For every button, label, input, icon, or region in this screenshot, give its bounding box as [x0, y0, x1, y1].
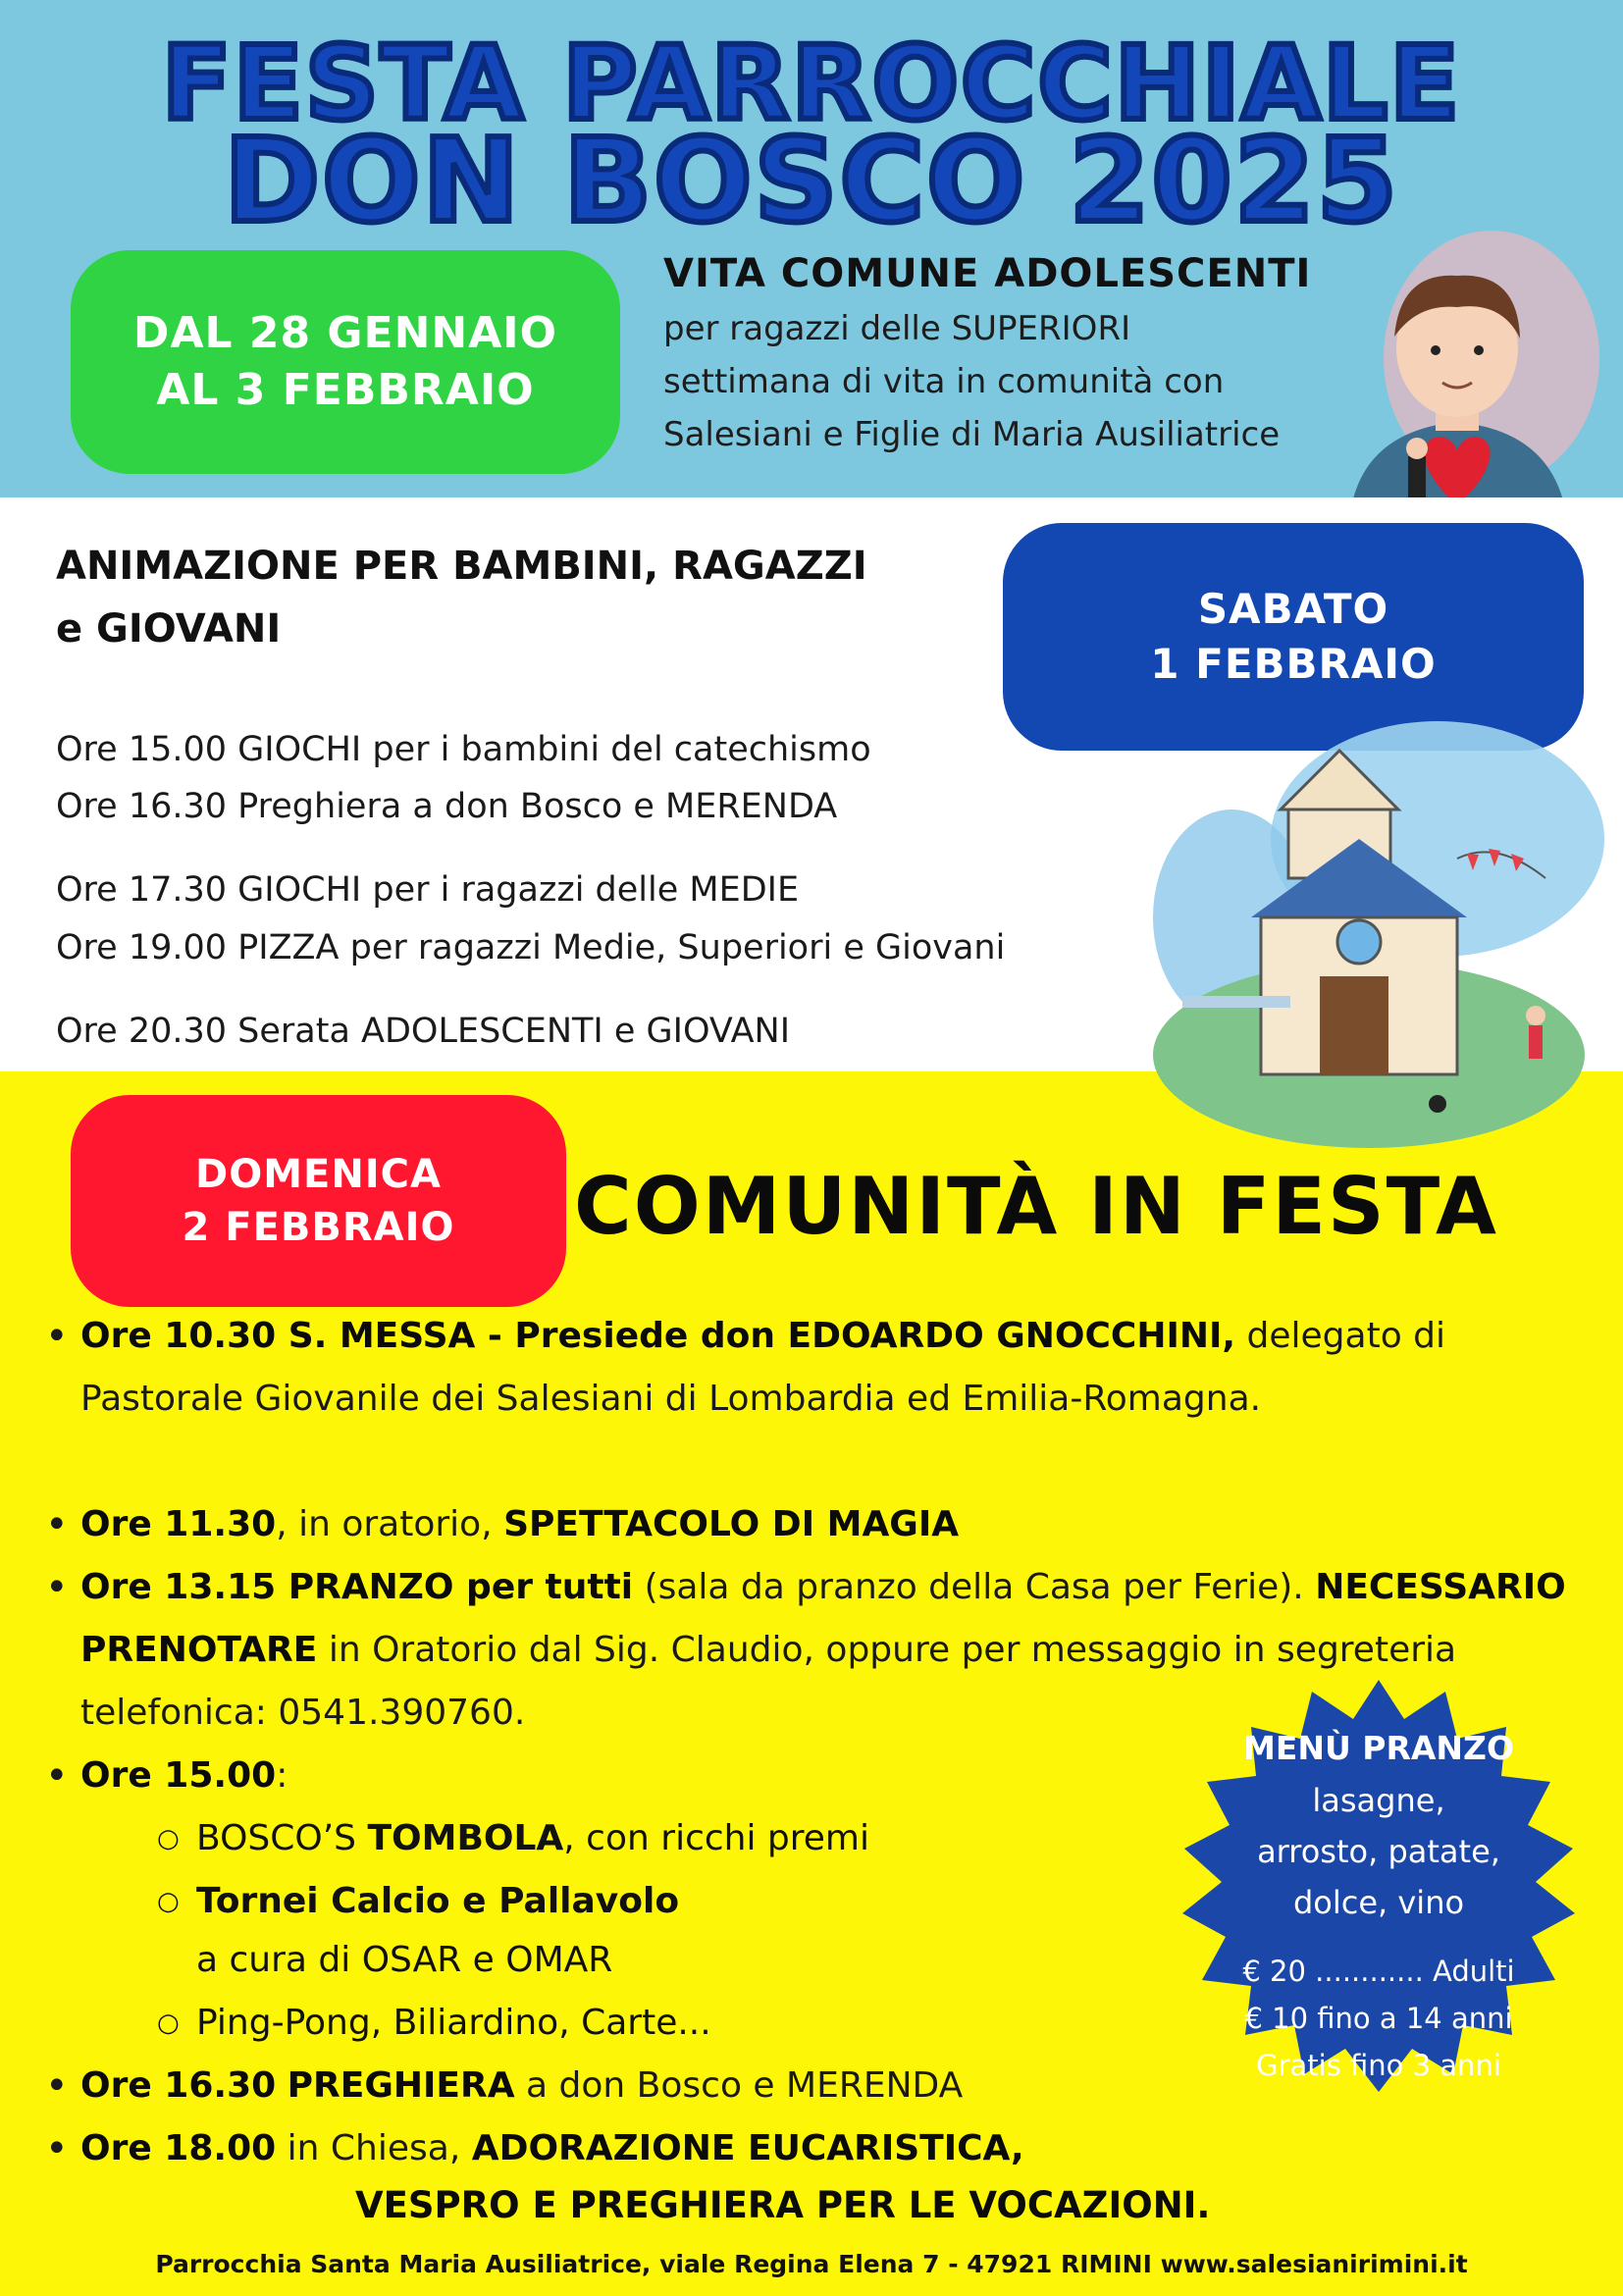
sunday-subitem-games: ○ Ping-Pong, Biliardino, Carte...	[196, 1992, 711, 2055]
vita-comune-date-line1: DAL 28 GENNAIO	[132, 308, 558, 358]
afternoon-time: Ore 15.00	[80, 1755, 277, 1796]
sunday-item-magic	[80, 1493, 1572, 1556]
sunday-date-line1: DOMENICA	[194, 1152, 442, 1197]
mass-desc: delegato di Pastorale Giovanile dei Salesiani di Lombardia ed Emilia-Romagna.	[80, 1316, 1446, 1419]
saturday-schedule-item: Ore 15.00 GIOCHI per i bambini del catechismo	[56, 730, 871, 769]
adoration-time: Ore 18.00	[80, 2128, 277, 2168]
lunch-place: (sala da pranzo della Casa per Ferie).	[633, 1567, 1304, 1607]
lunch-booking-details: in Oratorio dal Sig. Claudio, oppure per messaggio in segreteria telefonica: 0541.390760.	[80, 1630, 1457, 1733]
adoration-line2: VESPRO E PREGHIERA PER LE VOCAZIONI.	[355, 2184, 1211, 2226]
afternoon-colon: :	[276, 1755, 288, 1796]
mass-bold: Ore 10.30 S. MESSA - Presiede don EDOARDO GNOCCHINI,	[80, 1316, 1236, 1356]
sunday-item-mass	[80, 1305, 1582, 1431]
adoration-place: in Chiesa,	[276, 2128, 472, 2168]
sunday-subitem-tornei	[196, 1870, 679, 1933]
vita-comune-title: VITA COMUNE ADOLESCENTI	[663, 251, 1312, 296]
menu-item: lasagne,	[1312, 1782, 1445, 1819]
saturday-title-line1: ANIMAZIONE PER BAMBINI, RAGAZZI	[56, 544, 867, 589]
menu-item: arrosto, patate,	[1257, 1833, 1500, 1870]
vita-comune-date-line2: AL 3 FEBBRAIO	[156, 365, 535, 415]
prayer-space	[276, 2065, 287, 2106]
vita-comune-line: settimana di vita in comunità con	[663, 362, 1225, 401]
saturday-title-line2: e GIOVANI	[56, 606, 282, 652]
top-section	[0, 0, 1623, 497]
magic-time: Ore 11.30	[80, 1504, 277, 1544]
vita-comune-block	[663, 245, 1389, 461]
menu-item: dolce, vino	[1292, 1884, 1465, 1921]
tombola-prefix: BOSCO’S	[196, 1818, 368, 1858]
saturday-date-line1: SABATO	[1197, 585, 1389, 633]
lunch-time: Ore 13.15 PRANZO per tutti	[80, 1567, 634, 1607]
prayer-rest: a don Bosco e MERENDA	[514, 2065, 964, 2106]
sunday-date-line2: 2 FEBBRAIO	[182, 1205, 455, 1250]
sunday-title: COMUNITÀ IN FESTA	[574, 1161, 1498, 1252]
menu-price: € 10 fino a 14 anni	[1244, 2002, 1513, 2035]
adoration-word: ADORAZIONE EUCARISTICA,	[471, 2128, 1024, 2168]
tornei-organizers: a cura di OSAR e OMAR	[196, 1940, 613, 1980]
saturday-schedule-item: Ore 20.30 Serata ADOLESCENTI e GIOVANI	[56, 1012, 791, 1051]
tombola-rest: , con ricchi premi	[563, 1818, 869, 1858]
prayer-time: Ore 16.30	[80, 2065, 277, 2106]
tombola-word: TOMBOLA	[367, 1818, 564, 1858]
saturday-schedule-item: Ore 17.30 GIOCHI per i ragazzi delle MEDIE	[56, 870, 800, 910]
sunday-date-badge	[71, 1095, 566, 1307]
saturday-schedule-item: Ore 19.00 PIZZA per ragazzi Medie, Superiori e Giovani	[56, 928, 1006, 967]
poster-title-line2: DON BOSCO 2025	[224, 113, 1399, 248]
don-bosco-illustration-icon	[1310, 221, 1604, 520]
menu-price: € 20 ............ Adulti	[1242, 1955, 1515, 1988]
magic-show: SPETTACOLO DI MAGIA	[503, 1504, 960, 1544]
lunch-booking: NECESSARIO PRENOTARE	[80, 1567, 1566, 1670]
magic-place: , in oratorio,	[276, 1504, 504, 1544]
footer-address: Parrocchia Santa Maria Ausiliatrice, viale Regina Elena 7 - 47921 RIMINI www.salesianirimini.it	[155, 2250, 1468, 2278]
vita-comune-line: per ragazzi delle SUPERIORI	[663, 309, 1131, 348]
church-illustration-icon	[1143, 692, 1604, 1153]
poster-title-line1: FESTA PARROCCHIALE	[161, 24, 1462, 143]
vita-comune-date-badge	[71, 250, 620, 474]
menu-panel	[1173, 1722, 1585, 2089]
tornei-title: Tornei Calcio e Pallavolo	[196, 1881, 680, 1921]
sunday-item-adoration	[80, 2117, 1572, 2180]
prayer-word: PREGHIERA	[287, 2065, 515, 2106]
saturday-schedule-item: Ore 16.30 Preghiera a don Bosco e MERENDA	[56, 787, 838, 826]
saturday-animation-title	[56, 535, 998, 660]
vita-comune-line: Salesiani e Figlie di Maria Ausiliatrice	[663, 415, 1281, 454]
sunday-subitem-tombola	[196, 1807, 869, 1870]
saturday-date-line2: 1 FEBBRAIO	[1150, 640, 1437, 688]
menu-title: MENÙ PRANZO	[1242, 1729, 1515, 1767]
menu-price: Gratis fino 3 anni	[1256, 2049, 1501, 2082]
